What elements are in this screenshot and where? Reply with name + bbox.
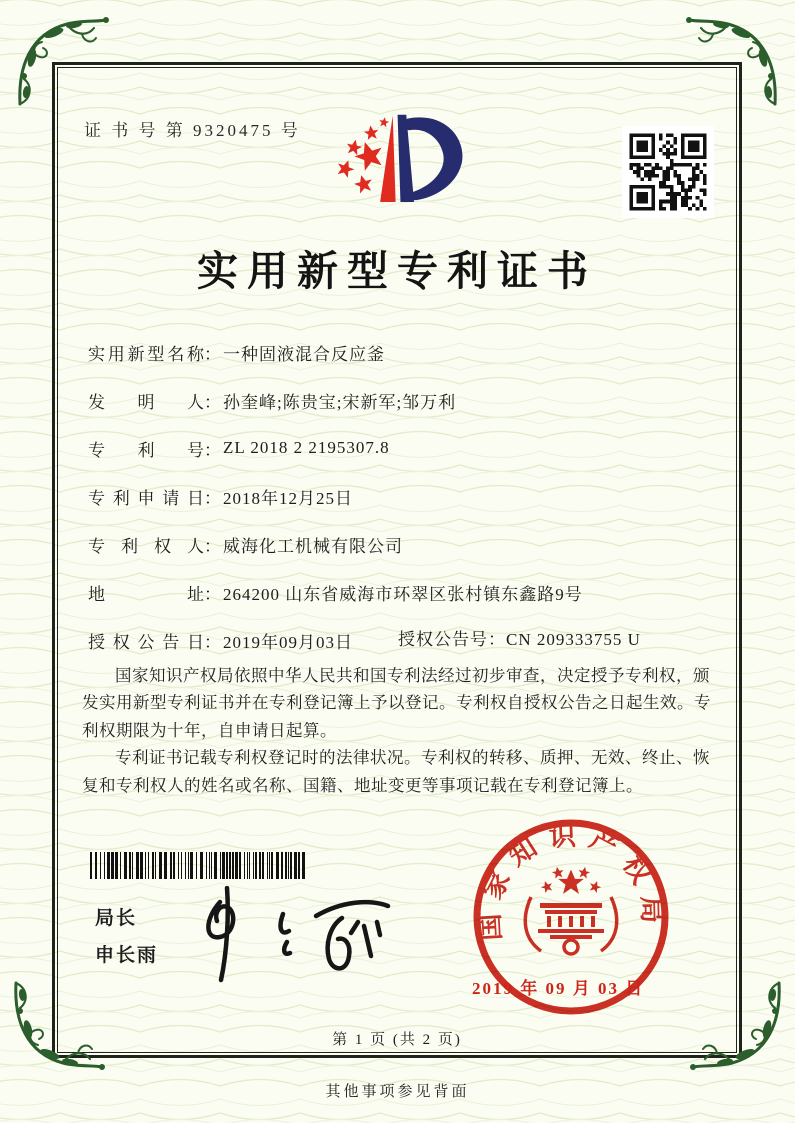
qr-code xyxy=(622,126,714,218)
field-value: 威海化工机械有限公司 xyxy=(223,536,403,556)
field-row-3 xyxy=(88,472,708,520)
certificate-fields xyxy=(88,328,708,664)
field-colon: ： xyxy=(204,536,221,556)
field-value: 一种固液混合反应釜 xyxy=(223,344,385,364)
cnipa-logo-icon xyxy=(322,110,477,233)
signature-handwriting-icon xyxy=(190,886,400,986)
field-label: 发明人 xyxy=(88,392,204,412)
grant-number-field xyxy=(398,616,641,664)
field-value: 2019年09月03日 xyxy=(223,632,353,652)
field-value: ZL 2018 2 2195307.8 xyxy=(223,438,390,457)
field-label: 地址 xyxy=(88,584,204,604)
field-row-1 xyxy=(88,376,708,424)
field-row-2 xyxy=(88,424,708,472)
signer-name: 申长雨 xyxy=(95,945,159,966)
seal-date: 2019 年 09 月 03 日 xyxy=(472,979,645,998)
certificate-title: 实用新型专利证书 xyxy=(197,248,597,294)
field-colon: ： xyxy=(204,632,221,652)
corner-flourish xyxy=(683,12,783,112)
body-paragraph: 专利证书记载专利权登记时的法律状况。专利权的转移、质押、无效、终止、恢复和专利权人的姓名或名称、国籍、地址变更等事项记载在专利登记簿上。 xyxy=(82,748,710,795)
national-emblem-icon xyxy=(525,866,616,954)
field-row-4 xyxy=(88,520,708,568)
field-row-5 xyxy=(88,568,708,616)
field-label: 专利申请日 xyxy=(88,488,204,508)
field-label: 实用新型名称 xyxy=(88,344,204,364)
field-colon: ： xyxy=(204,584,221,604)
corner-flourish xyxy=(687,975,787,1075)
seal-text: 国家知识产权局 xyxy=(474,820,668,942)
field-value: 孙奎峰;陈贵宝;宋新军;邹万利 xyxy=(223,392,457,412)
back-note: 其他事项参见背面 xyxy=(325,1084,470,1100)
field-label: 专利权人 xyxy=(88,536,204,556)
field-colon: ： xyxy=(204,392,221,412)
page-number: 第 1 页 (共 2 页) xyxy=(332,1032,462,1048)
grant-number-colon: ： xyxy=(488,630,506,649)
barcode xyxy=(90,852,308,879)
body-paragraph: 国家知识产权局依照中华人民共和国专利法经过初步审查，决定授予专利权，颁发实用新型专利证书并在专利登记簿上予以登记。专利权自授权公告之日起生效。专利权期限为十年，自申请日起算。 xyxy=(82,666,711,740)
field-row-0 xyxy=(88,328,708,376)
field-value: 2018年12月25日 xyxy=(223,488,353,508)
corner-flourish xyxy=(8,975,108,1075)
grant-number-value: CN 209333755 U xyxy=(506,630,641,649)
field-label: 授权公告日 xyxy=(88,632,204,652)
grant-number-label: 授权公告号 xyxy=(398,630,488,649)
field-colon: ： xyxy=(204,344,221,364)
field-value: 264200 山东省威海市环翠区张村镇东鑫路9号 xyxy=(223,584,583,604)
signer-title: 局长 xyxy=(95,908,138,929)
signer-block xyxy=(95,903,158,977)
field-colon: ： xyxy=(204,488,221,508)
field-colon: ： xyxy=(204,440,221,460)
certificate-body-text xyxy=(82,662,718,799)
field-label: 专利号 xyxy=(88,440,204,460)
certificate-number: 证 书 号 第 9320475 号 xyxy=(84,121,301,140)
